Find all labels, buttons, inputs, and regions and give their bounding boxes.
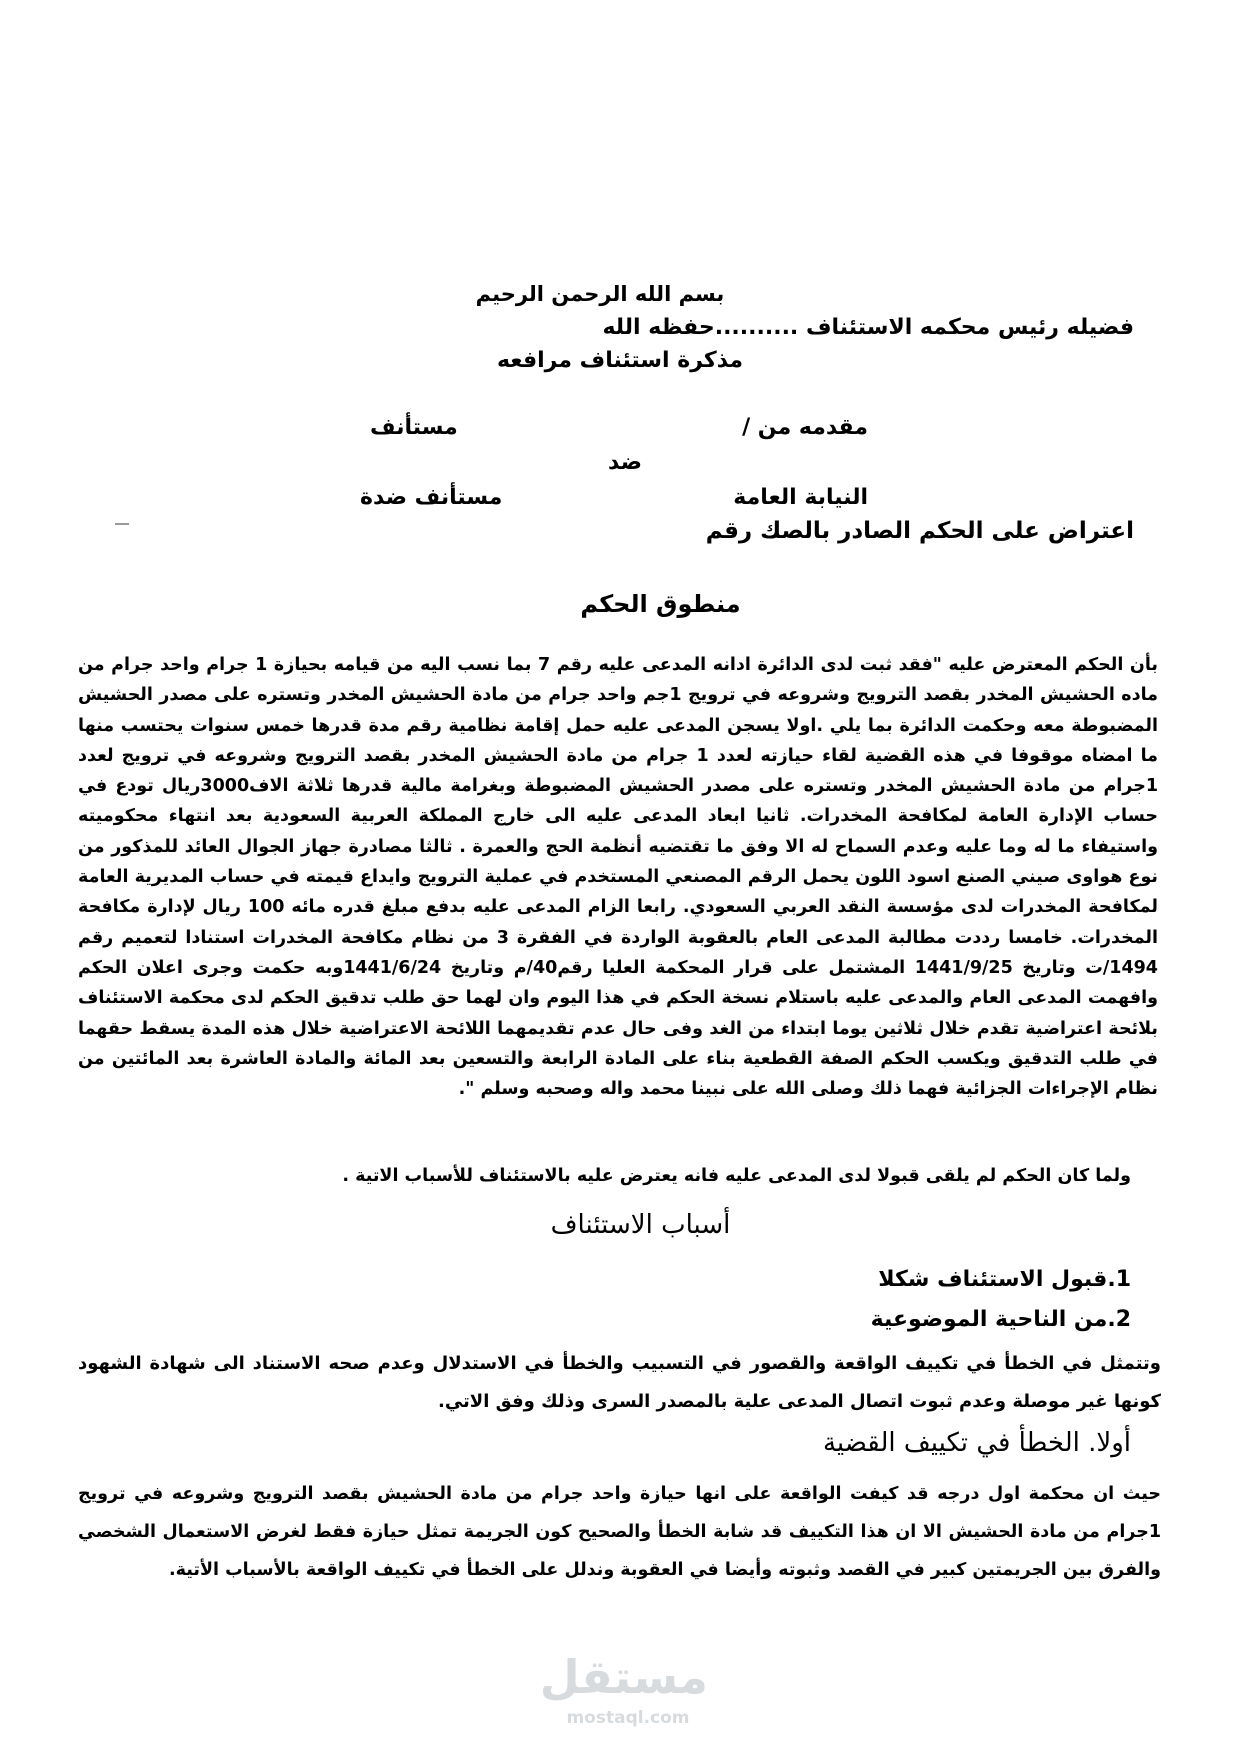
reasons-title: أسباب الاستئناف (550, 1210, 731, 1240)
first-point-body: حيث ان محكمة اول درجه قد كيفت الواقعة على انها حيازة واحد جرام من مادة الحشيش بقصد الترويج وشروعه في ترويج 1جرام من مادة الحشيش الا ان هذا التكييف قد شابة الخطأ والصحيح كون الجريمة تمثل حيازة فقط لغرض الاستعمال الشخصي والفرق بين الجريمتين كبير في القصد وثبوته وأيضا في العقوبة وندلل على الخطأ في تكييف الواقعة بالأسباب الأتية. (78, 1484, 1161, 1580)
public-prosecution-label: النيابة العامة (733, 485, 868, 510)
addressee-line: فضيله رئيس محكمه الاستئناف ..........حفظه الله (602, 315, 1134, 340)
basmala: بسم الله الرحمن الرحيم (475, 282, 725, 306)
ruling-body: بأن الحكم المعترض عليه "فقد ثبت لدى الدائرة ادانه المدعى عليه رقم 7 بما نسب اليه من قيامه بحيازة 1 جرام واحد جرام من ماده الحشيش المخدر بقصد الترويج وشروعه في ترويج 1جم واحد جرام من مادة الحشيش المخدر وتستره على مصدر الحشيش المضبوطة معه وحكمت الدائرة بما يلي .اولا يسجن المدعى عليه حمل إقامة نظامية رقم مدة قدرها خمس سنوات يحتسب منها ما امضاه موقوفا في هذه القضية لقاء حيازته لعدد 1 جرام من مادة الحشيش المخدر بقصد الترويج وشروعه في ترويج لعدد 1جرام من مادة الحشيش المخدر وتستره على مصدر الحشيش المضبوطة وبغرامة مالية قدرها ثلاثة الاف3000ريال تودع في حساب الإدارة العامة لمكافحة المخدرات. ثانيا ابعاد المدعى عليه الى خارج المملكة العربية السعودية بعد انتهاء محكوميته واستيفاء ما له وما عليه وعدم السماح له الا وفق ما تقتضيه أنظمة الحج والعمرة . ثالثا مصادرة جهاز الجوال العائد للمذكور من نوع هواوى صيني الصنع اسود اللون يحمل الرقم المصنعي المستخدم في عملية الترويج وايداع قيمته في حساب المديرية العامة لمكافحة المخدرات لدى مؤسسة النقد العربي السعودي. رابعا الزام المدعى عليه بدفع مبلغ قدره مائه 100 ريال لإدارة مكافحة المخدرات. خامسا رددت مطالبة المدعى العام بالعقوبة الواردة في الفقرة 3 من نظام مكافحة المخدرات استنادا لتعميم رقم 1494/ت وتاريخ 1441/9/25 المشتمل على قرار المحكمة العليا رقم40/م وتاريخ 1441/6/24وبه حكمت وجرى اعلان الحكم وافهمت المدعى العام والمدعى عليه باستلام نسخة الحكم في هذا اليوم وان لهما حق طلب تدقيق الحكم لدى محكمة الاستئناف بلائحة اعتراضية تقدم خلال ثلاثين يوما ابتداء من الغد وفى حال عدم تقديمهما اللائحة الاعتراضية خلال هذه المدة يسقط حقهما في طلب التدقيق ويكسب الحكم الصفة القطعية بناء على المادة الرابعة والتسعين بعد المائة والمادة العاشرة بعد المائتين من نظام الإجراءات الجزائية فهما ذلك وصلى الله على نبينا محمد واله وصحبه وسلم ". (78, 655, 1159, 1100)
memo-title: مذكرة استئناف مرافعه (496, 348, 744, 373)
redaction-mark (115, 523, 129, 525)
respondent-label: مستأنف ضدة (360, 485, 503, 510)
substantive-reason-body: وتتمثل في الخطأ في تكييف الواقعة والقصور في التسبيب والخطأ في الاستدلال وعدم صحه الاستناد الى شهادة الشهود كونها غير موصلة وعدم ثبوت اتصال المدعى علية بالمصدر السرى وذلك وفق الاتي. (78, 1353, 1161, 1412)
first-point-heading: أولا. الخطأ في تكييف القضية (822, 1428, 1131, 1458)
mostaql-watermark (539, 1650, 708, 1730)
watermark-url: mostaql.com (566, 1708, 690, 1728)
reason-item-formal: 1.قبول الاستئناف شكلا (878, 1267, 1131, 1292)
objection-line: اعتراض على الحكم الصادر بالصك رقم (705, 518, 1134, 544)
watermark-logo-text: مستقل (539, 1650, 708, 1704)
ruling-closing-line: ولما كان الحكم لم يلقى قبولا لدى المدعى عليه فانه يعترض عليه بالاستئناف للأسباب الاتية . (342, 1166, 1131, 1186)
appellant-label: مستأنف (370, 415, 458, 440)
reason-item-substantive: 2.من الناحية الموضوعية (870, 1307, 1131, 1332)
ruling-title: منطوق الحكم (580, 590, 741, 618)
submitted-by-label: مقدمه من / (742, 415, 868, 440)
against-label: ضد (608, 450, 642, 475)
